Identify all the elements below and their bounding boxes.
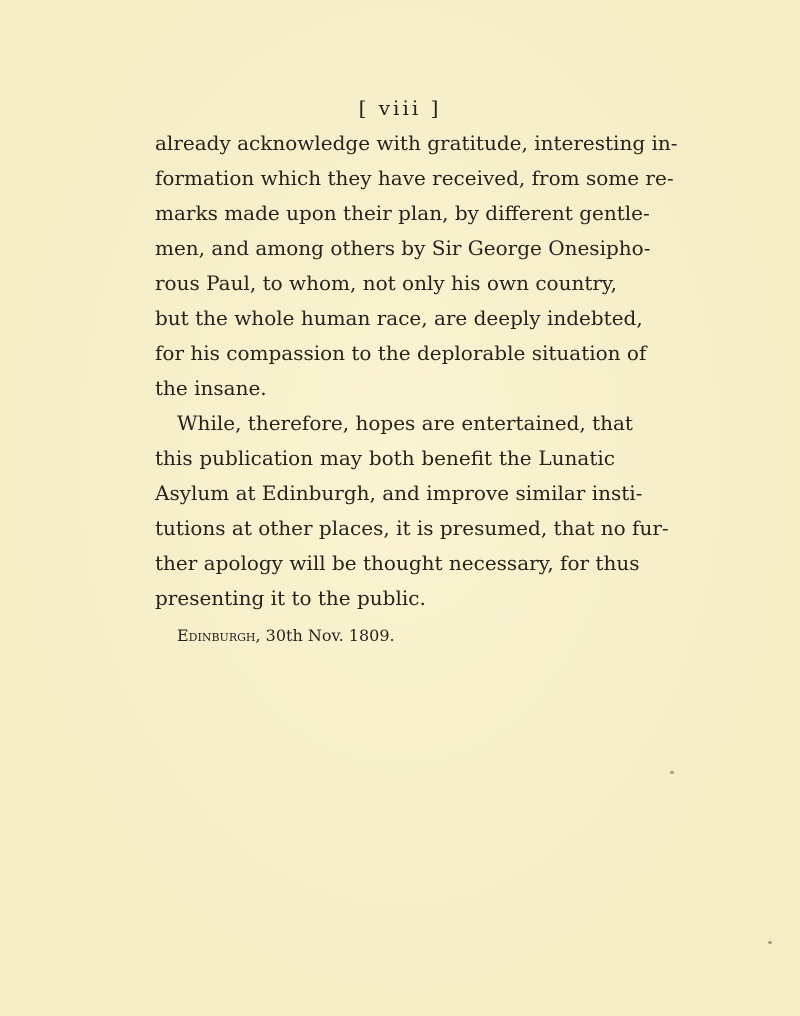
text-line-3: marks made upon their plan, by different gentle- <box>155 201 650 225</box>
text-line-14: presenting it to the public. <box>155 586 426 610</box>
text-line-12: tutions at other places, it is presumed, that no fur- <box>155 516 669 540</box>
text-line-11: Asylum at Edinburgh, and improve similar insti- <box>155 481 643 505</box>
paper-speck <box>768 941 772 944</box>
page-number: [ viii ] <box>358 96 442 120</box>
text-line-4: men, and among others by Sir George Onesipho- <box>155 236 651 260</box>
text-line-2: formation which they have received, from some re- <box>155 166 674 190</box>
imprint-line <box>177 626 395 645</box>
text-line-13: ther apology will be thought necessary, for thus <box>155 551 640 575</box>
imprint-place: Edinburgh, <box>177 626 261 645</box>
text-line-9: While, therefore, hopes are entertained, that <box>177 411 633 435</box>
imprint-date: 30th Nov. 1809. <box>265 626 395 645</box>
paper-speck <box>670 771 674 774</box>
text-line-1: already acknowledge with gratitude, interesting in- <box>155 131 678 155</box>
text-line-6: but the whole human race, are deeply indebted, <box>155 306 643 330</box>
text-line-7: for his compassion to the deplorable situation of <box>155 341 647 365</box>
text-line-8: the insane. <box>155 376 267 400</box>
text-line-5: rous Paul, to whom, not only his own country, <box>155 271 617 295</box>
text-line-10: this publication may both benefit the Lunatic <box>155 446 615 470</box>
